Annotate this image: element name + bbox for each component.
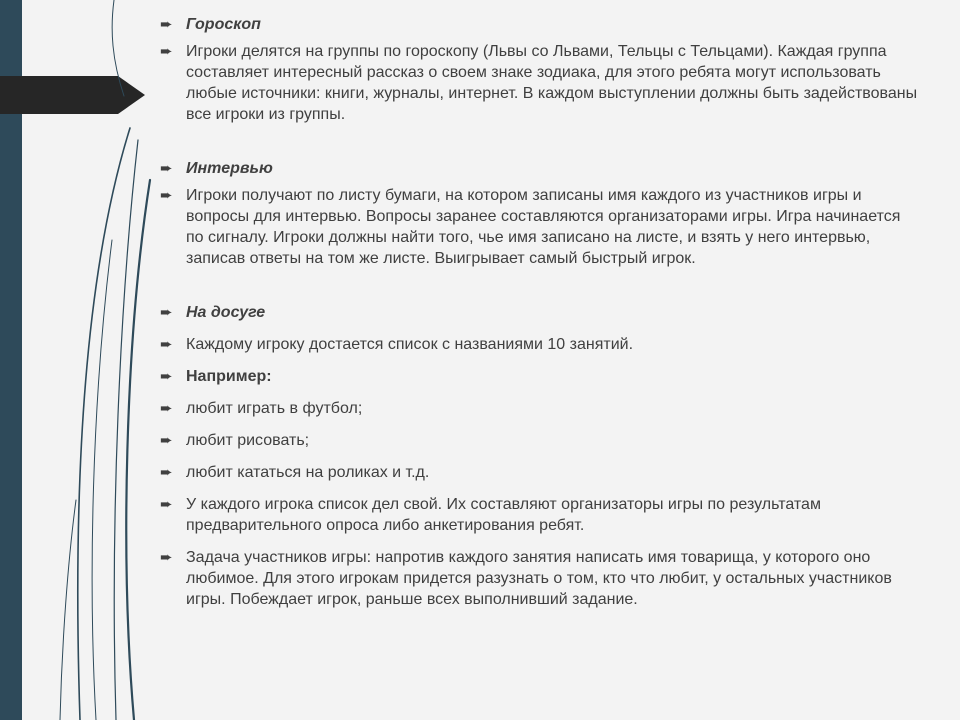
arrow-bullet-icon: ➨ [160,549,173,566]
arrow-bullet-icon: ➨ [160,16,173,33]
paragraph-text: Задача участников игры: напротив каждого занятия написать имя товарища, у которого оно любимое. Для этого игрокам придется разузнать о том, кто что любит, у остальных участников игры. Побеждает игрок, раньше всех выполнивший задание. [186,549,892,608]
list-item [160,334,920,355]
decorative-curve [126,180,150,720]
arrow-bullet-icon: ➨ [160,43,173,60]
list-item [160,494,920,536]
arrow-bullet-icon: ➨ [160,432,173,449]
decorative-curve [78,128,130,720]
list-item [160,185,920,269]
list-item [160,366,920,387]
list-item [160,462,920,483]
example-label: Например: [186,368,272,385]
arrow-bullet-icon: ➨ [160,160,173,177]
list-item [160,14,920,35]
paragraph-text: У каждого игрока список дел свой. Их составляют организаторы игры по результатам предварительного опроса либо анкетирования ребят. [186,496,821,534]
paragraph-text: Каждому игроку достается список с названиями 10 занятий. [186,336,634,353]
arrow-bullet-icon: ➨ [160,496,173,513]
list-item [160,430,920,451]
arrow-bullet-icon: ➨ [160,368,173,385]
section-heading: На досуге [186,304,266,321]
arrow-bullet-icon: ➨ [160,464,173,481]
decorative-curve [60,500,76,720]
paragraph-text: Игроки получают по листу бумаги, на котором записаны имя каждого из участников игры и вопросы для интервью. Вопросы заранее составляются организаторами игры. Игра начинается по сигналу. Игроки должны найти того, чье имя записано на листе, и взять у него интервью, записав ответы на том же листе. Выигрывает самый быстрый игрок. [186,187,901,267]
list-item [160,547,920,610]
paragraph-text: любит играть в футбол; [186,400,363,417]
list-item [160,158,920,179]
arrow-bullet-icon: ➨ [160,187,173,204]
bullet-list [160,14,920,610]
list-item [160,302,920,323]
section-heading: Интервью [186,160,273,177]
arrow-bullet-icon: ➨ [160,336,173,353]
paragraph-text: Игроки делятся на группы по гороскопу (Львы со Львами, Тельцы с Тельцами). Каждая группа составляет интересный рассказ о своем знаке зодиака, для этого ребята могут использовать любые источники: книги, журналы, интернет. В каждом выступлении должны быть задействованы все игроки из группы. [186,43,918,123]
section-heading: Гороскоп [186,16,261,33]
paragraph-text: любит кататься на роликах и т.д. [186,464,430,481]
paragraph-text: любит рисовать; [186,432,310,449]
arrow-bullet-icon: ➨ [160,304,173,321]
arrow-bullet-icon: ➨ [160,400,173,417]
decorative-curve [92,240,112,720]
list-item [160,398,920,419]
list-item [160,41,920,125]
decorative-curve [114,140,138,720]
